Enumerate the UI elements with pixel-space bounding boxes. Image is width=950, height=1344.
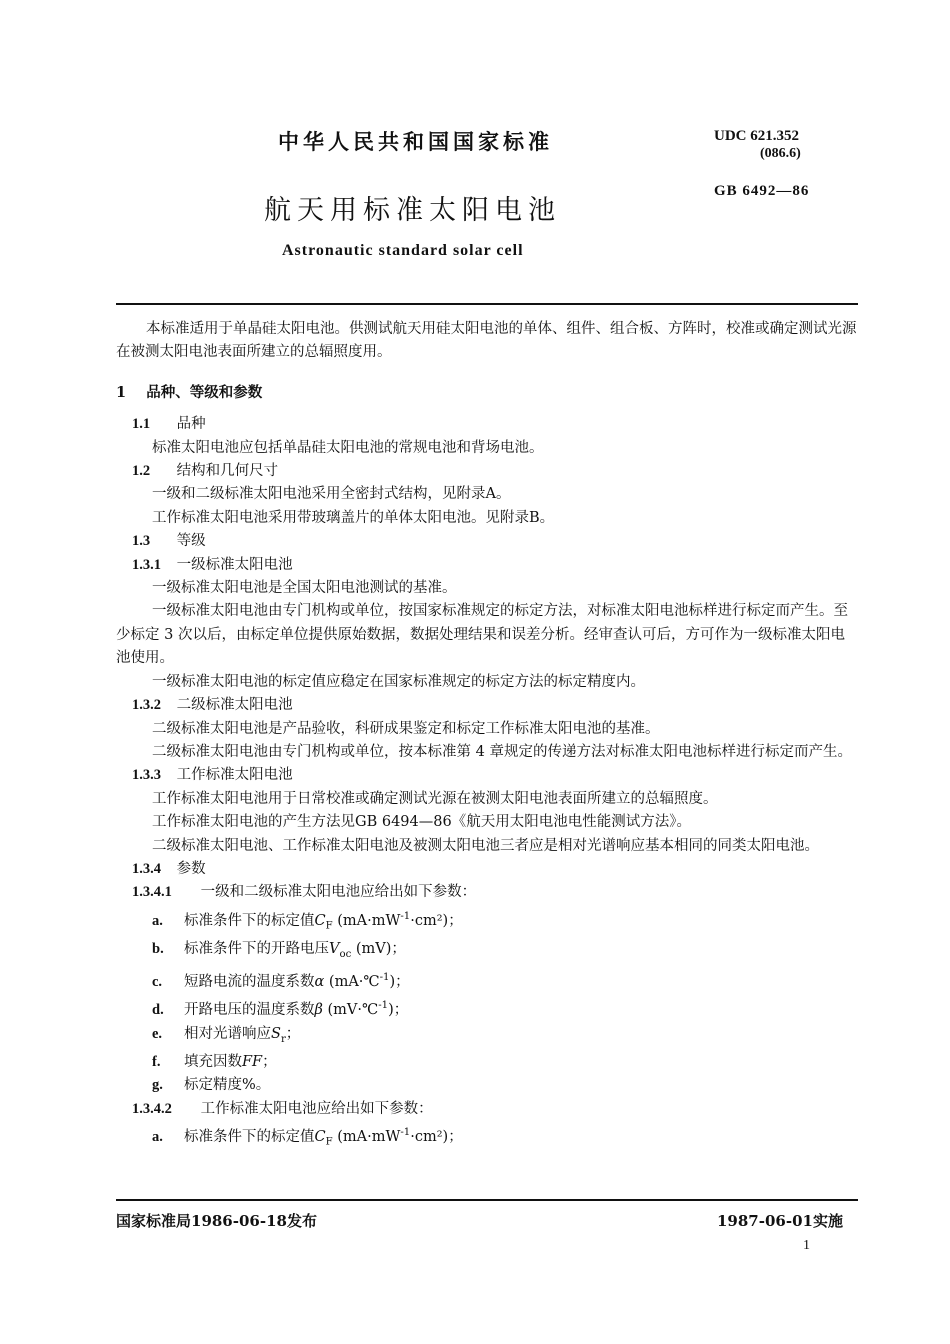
paragraph: 二级标准太阳电池是产品验收，科研成果鉴定和标定工作标准太阳电池的基准。 <box>152 720 660 737</box>
section-number: 1.1 <box>132 416 151 433</box>
list-label: d. <box>152 1002 164 1019</box>
list-label: f. <box>152 1053 161 1070</box>
section-1-3-2-heading <box>116 694 858 717</box>
intro-paragraph: 本标准适用于单晶硅太阳电池。供测试航天用硅太阳电池的单体、组件、组合板、方阵时，校准或确定测试光源在被测太阳电池表面所建立的总辐照度用。 <box>116 321 857 361</box>
list-item <box>116 966 858 994</box>
list-item <box>116 1121 858 1154</box>
item-text: 标准条件下的标定值 <box>184 1128 315 1145</box>
list-label: b. <box>152 940 164 957</box>
unit-tail: )； <box>389 974 410 990</box>
section-1-3-4-1-heading <box>116 881 858 904</box>
section-title: 工作标准太阳电池 <box>176 767 293 784</box>
section-1-3-4-heading <box>116 858 858 881</box>
paragraph: 工作标准太阳电池的产生方法见GB 6494—86《航天用太阳电池电性能测试方法》。 <box>152 814 691 831</box>
unit: (mA·℃ <box>324 974 380 990</box>
unit-tail: )； <box>388 1002 409 1019</box>
section-number: 1.3.1 <box>132 556 161 573</box>
unit: (mA·mW <box>332 1128 401 1145</box>
paragraph: 一级和二级标准太阳电池采用全密封式结构，见附录A。 <box>152 486 511 503</box>
section-number: 1.3.3 <box>132 767 161 784</box>
list-label: a. <box>152 1128 163 1145</box>
unit-superscript: -1 <box>379 972 390 984</box>
list-item <box>116 938 858 966</box>
unit-tail: ·cm²)； <box>410 1128 463 1145</box>
section-1-3-1-heading <box>116 554 858 577</box>
section-1-heading <box>116 381 858 404</box>
document-body <box>116 318 858 1154</box>
symbol: V <box>329 940 340 957</box>
paragraph: 一级标准太阳电池是全国太阳电池测试的基准。 <box>152 580 457 597</box>
section-title: 一级标准太阳电池 <box>176 556 293 573</box>
symbol-subscript: oc <box>339 948 352 960</box>
section-number: 1.3 <box>132 533 151 550</box>
section-title: 工作标准太阳电池应给出如下参数： <box>200 1100 433 1117</box>
paragraph: 工作标准太阳电池用于日常校准或确定测试光源在被测太阳电池表面所建立的总辐照度。 <box>152 790 718 807</box>
unit: ； <box>262 1053 277 1070</box>
unit: ； <box>285 1025 301 1042</box>
page-number: 1 <box>803 1238 810 1253</box>
symbol: S <box>271 1025 281 1042</box>
document-title-english: Astronautic standard solar cell <box>282 242 524 259</box>
section-number: 1.3.4.2 <box>132 1100 172 1117</box>
section-title: 品种 <box>176 416 206 433</box>
section-1-3-4-2-heading <box>116 1098 858 1121</box>
symbol: C <box>314 912 326 929</box>
section-number: 1.3.4 <box>132 860 161 877</box>
footer-divider <box>116 1199 858 1201</box>
unit: (mV·℃ <box>322 1002 379 1019</box>
item-text: 填充因数 <box>184 1053 242 1070</box>
section-1-3-3-heading <box>116 764 858 787</box>
section-1-1-heading <box>116 413 858 436</box>
list-item <box>116 1074 858 1097</box>
document-title: 航天用标准太阳电池 <box>264 195 561 226</box>
section-title: 二级标准太阳电池 <box>176 697 293 714</box>
list-item <box>116 1023 858 1051</box>
symbol-subscript: F <box>325 1136 333 1148</box>
section-number: 1.3.2 <box>132 697 161 714</box>
item-text: 开路电压的温度系数 <box>184 1002 315 1019</box>
paragraph: 一级标准太阳电池的标定值应稳定在国家标准规定的标定方法的标定精度内。 <box>152 673 645 690</box>
unit-superscript: -1 <box>400 1127 411 1139</box>
header-divider <box>116 303 858 305</box>
section-title: 品种、等级和参数 <box>146 383 263 401</box>
unit-superscript: -1 <box>378 1000 389 1012</box>
item-text: 标准条件下的标定值 <box>184 912 315 929</box>
list-label: a. <box>152 912 163 929</box>
section-title: 结构和几何尺寸 <box>176 463 279 480</box>
standard-category-title: 中华人民共和国国家标准 <box>278 129 553 154</box>
udc-subcode: (086.6) <box>760 146 801 161</box>
list-item <box>116 1051 858 1074</box>
section-number: 1.3.4.1 <box>132 884 172 901</box>
section-1-2-heading <box>116 460 858 483</box>
paragraph: 一级标准太阳电池由专门机构或单位，按国家标准规定的标定方法，对标准太阳电池标样进行标定而产生。至少标定 3 次以后，由标定单位提供原始数据，数据处理结果和误差分析。经审查认可后，方可作为一级标准太阳电池使用。 <box>116 603 848 667</box>
section-1-3-heading <box>116 530 858 553</box>
unit: (mV)； <box>351 940 406 957</box>
list-item <box>116 905 858 938</box>
section-title: 等级 <box>176 533 206 550</box>
paragraph: 标准太阳电池应包括单晶硅太阳电池的常规电池和背场电池。 <box>152 439 544 456</box>
list-label: c. <box>152 974 163 990</box>
paragraph: 二级标准太阳电池由专门机构或单位，按本标准第 4 章规定的传递方法对标准太阳电池标样进行标定而产生。 <box>152 743 852 760</box>
symbol: C <box>314 1128 326 1145</box>
symbol-subscript: F <box>325 920 333 932</box>
item-text: 相对光谱响应 <box>184 1025 271 1042</box>
item-text: 短路电流的温度系数 <box>184 974 315 990</box>
symbol: α <box>314 974 325 990</box>
symbol: FF <box>242 1053 263 1070</box>
list-label: e. <box>152 1025 163 1042</box>
item-text: 标准条件下的开路电压 <box>184 940 329 957</box>
section-title: 参数 <box>176 860 206 877</box>
section-title: 一级和二级标准太阳电池应给出如下参数： <box>200 884 477 901</box>
effective-date: 1987-06-01实施 <box>717 1212 843 1230</box>
symbol-subscript: r <box>280 1033 286 1045</box>
item-text: 标定精度%。 <box>184 1077 271 1094</box>
section-number: 1.2 <box>132 463 151 480</box>
unit: (mA·mW <box>332 912 401 929</box>
paragraph: 二级标准太阳电池、工作标准太阳电池及被测太阳电池三者应是相对光谱响应基本相同的同类太阳电池。 <box>152 837 819 854</box>
paragraph: 工作标准太阳电池采用带玻璃盖片的单体太阳电池。见附录B。 <box>152 509 555 526</box>
section-number: 1 <box>116 383 127 401</box>
gb-standard-number: GB 6492—86 <box>714 183 810 199</box>
list-item <box>116 994 858 1022</box>
symbol: β <box>314 1002 323 1019</box>
unit-superscript: -1 <box>400 910 411 922</box>
udc-code: UDC 621.352 <box>714 128 799 144</box>
list-label: g. <box>152 1077 163 1094</box>
unit-tail: ·cm²)； <box>410 912 463 929</box>
issue-date: 国家标准局1986-06-18发布 <box>116 1212 317 1230</box>
